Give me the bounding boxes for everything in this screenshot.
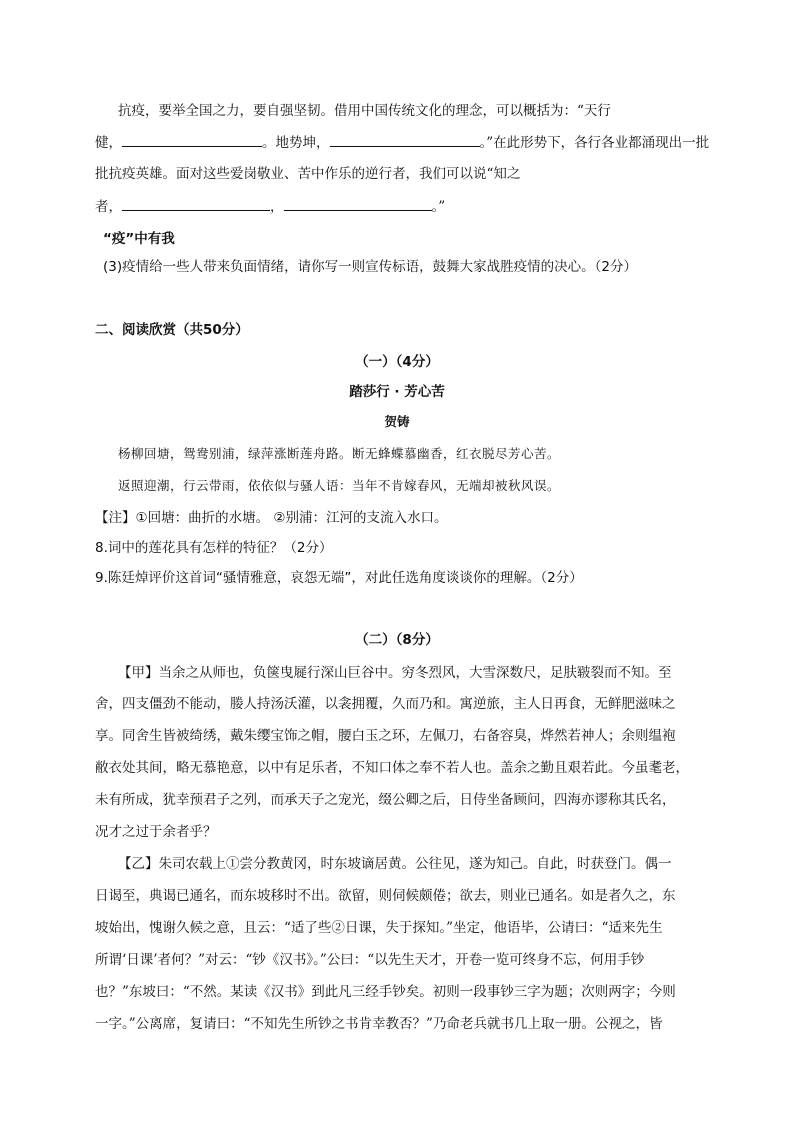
subsection-label-2: （二）（8分） [355, 632, 439, 648]
question-8: 8.词中的莲花具有怎样的特征？（2分） [95, 540, 333, 556]
passage-line-1: 抗疫，要举全国之力，要自强坚韧。借用中国传统文化的理念，可以概括为：“天行 [118, 103, 611, 119]
poem-author: 贺铸 [384, 414, 410, 429]
passage-yi-line: 【乙】朱司农载上①尝分教黄冈，时东坡谪居黄。公往见，遂为知己。自此，时获登门。偶一 [118, 856, 672, 872]
passage-jia-line: 享。同舍生皆被绮绣，戴朱缨宝饰之帽，腰白玉之环，左佩刀，右备容臭，烨然若神人；余则缊袍 [95, 728, 676, 744]
part-title: 二、阅读欣赏（共50分） [95, 322, 249, 338]
text-segment: 。地势坤， [262, 135, 330, 151]
section-heading: “疫”中有我 [103, 231, 175, 247]
poem-line-2: 返照迎潮，行云带雨，依依似与骚人语：当年不肯嫁春风，无端却被秋风误。 [118, 478, 561, 493]
text-segment: 。”在此形势下，各行各业都涌现出一批 [479, 135, 710, 151]
poem-line-1: 杨柳回塘，鸳鸯别浦，绿萍涨断莲舟路。断无蜂蝶慕幽香，红衣脱尽芳心苦。 [118, 446, 561, 461]
poem-note: 【注】①回塘：曲折的水塘。 ②别浦：江河的支流入水口。 [95, 510, 448, 526]
text-segment: 。” [431, 199, 446, 215]
answer-blank-1[interactable] [122, 132, 262, 147]
fill-in-line-2 [95, 196, 445, 217]
passage-yi-line: 坡始出，愧谢久候之意，且云：“适了些②日课，失于探知。”坐定，他语毕，公请曰：“适来先生 [95, 920, 663, 936]
question-9: 9.陈廷焯评价这首词“骚情雅意，哀怨无端”，对此任选角度谈谈你的理解。（2分） [95, 570, 583, 586]
answer-blank-2[interactable] [330, 132, 480, 147]
text-segment: 健， [95, 135, 122, 151]
answer-blank-4[interactable] [284, 196, 432, 211]
passage-jia-line: 况才之过于余者乎？ [95, 824, 217, 840]
poem-title: 踏莎行 · 芳心苦 [349, 384, 445, 400]
passage-jia-line: 未有所成，犹幸预君子之列，而承天子之宠光，缀公卿之后，日侍坐备顾问，四海亦谬称其氏名， [95, 792, 676, 808]
passage-jia-line: 舍，四支僵劲不能动，媵人持汤沃灌，以衾拥覆，久而乃和。寓逆旅，主人日再食，无鲜肥滋味之 [95, 696, 676, 712]
passage-jia-line: 【甲】当余之从师也，负箧曳屣行深山巨谷中。穷冬烈风，大雪深数尺，足肤皲裂而不知。至 [118, 665, 672, 681]
passage-yi-line: 也？”东坡曰：“不然。某读《汉书》到此凡三经手钞矣。初则一段事钞三字为题；次则两字；今则 [95, 984, 676, 1000]
passage-jia-line: 敝衣处其间，略无慕艳意，以中有足乐者，不知口体之奉不若人也。盖余之勤且艰若此。今虽耄老， [95, 760, 689, 776]
text-segment: ， [270, 199, 284, 215]
passage-yi-line: 一字。”公离席，复请曰：“不知先生所钞之书肯幸教否？”乃命老兵就书几上取一册。公视之，皆 [95, 1016, 663, 1032]
text-segment: 者， [95, 199, 122, 215]
passage-line-3: 批抗疫英雄。面对这些爱岗敬业、苦中作乐的逆行者，我们可以说“知之 [95, 166, 521, 182]
fill-in-line-1 [95, 132, 709, 153]
answer-blank-3[interactable] [122, 196, 270, 211]
subsection-label-1: （一）（4分） [355, 354, 439, 370]
passage-yi-line: 日谒至，典谒已通名，而东坡移时不出。欲留，则伺候颇倦；欲去，则业已通名。如是者久之，东 [95, 888, 676, 904]
question-3: (3)疫情给一些人带来负面情绪，请你写一则宣传标语，鼓舞大家战胜疫情的决心。（2分） [103, 259, 637, 275]
passage-yi-line: 所谓‘日课’者何？”对云：“钞《汉书》。”公曰：“以先生天才，开卷一览可终身不忘，何用手钞 [95, 952, 645, 968]
